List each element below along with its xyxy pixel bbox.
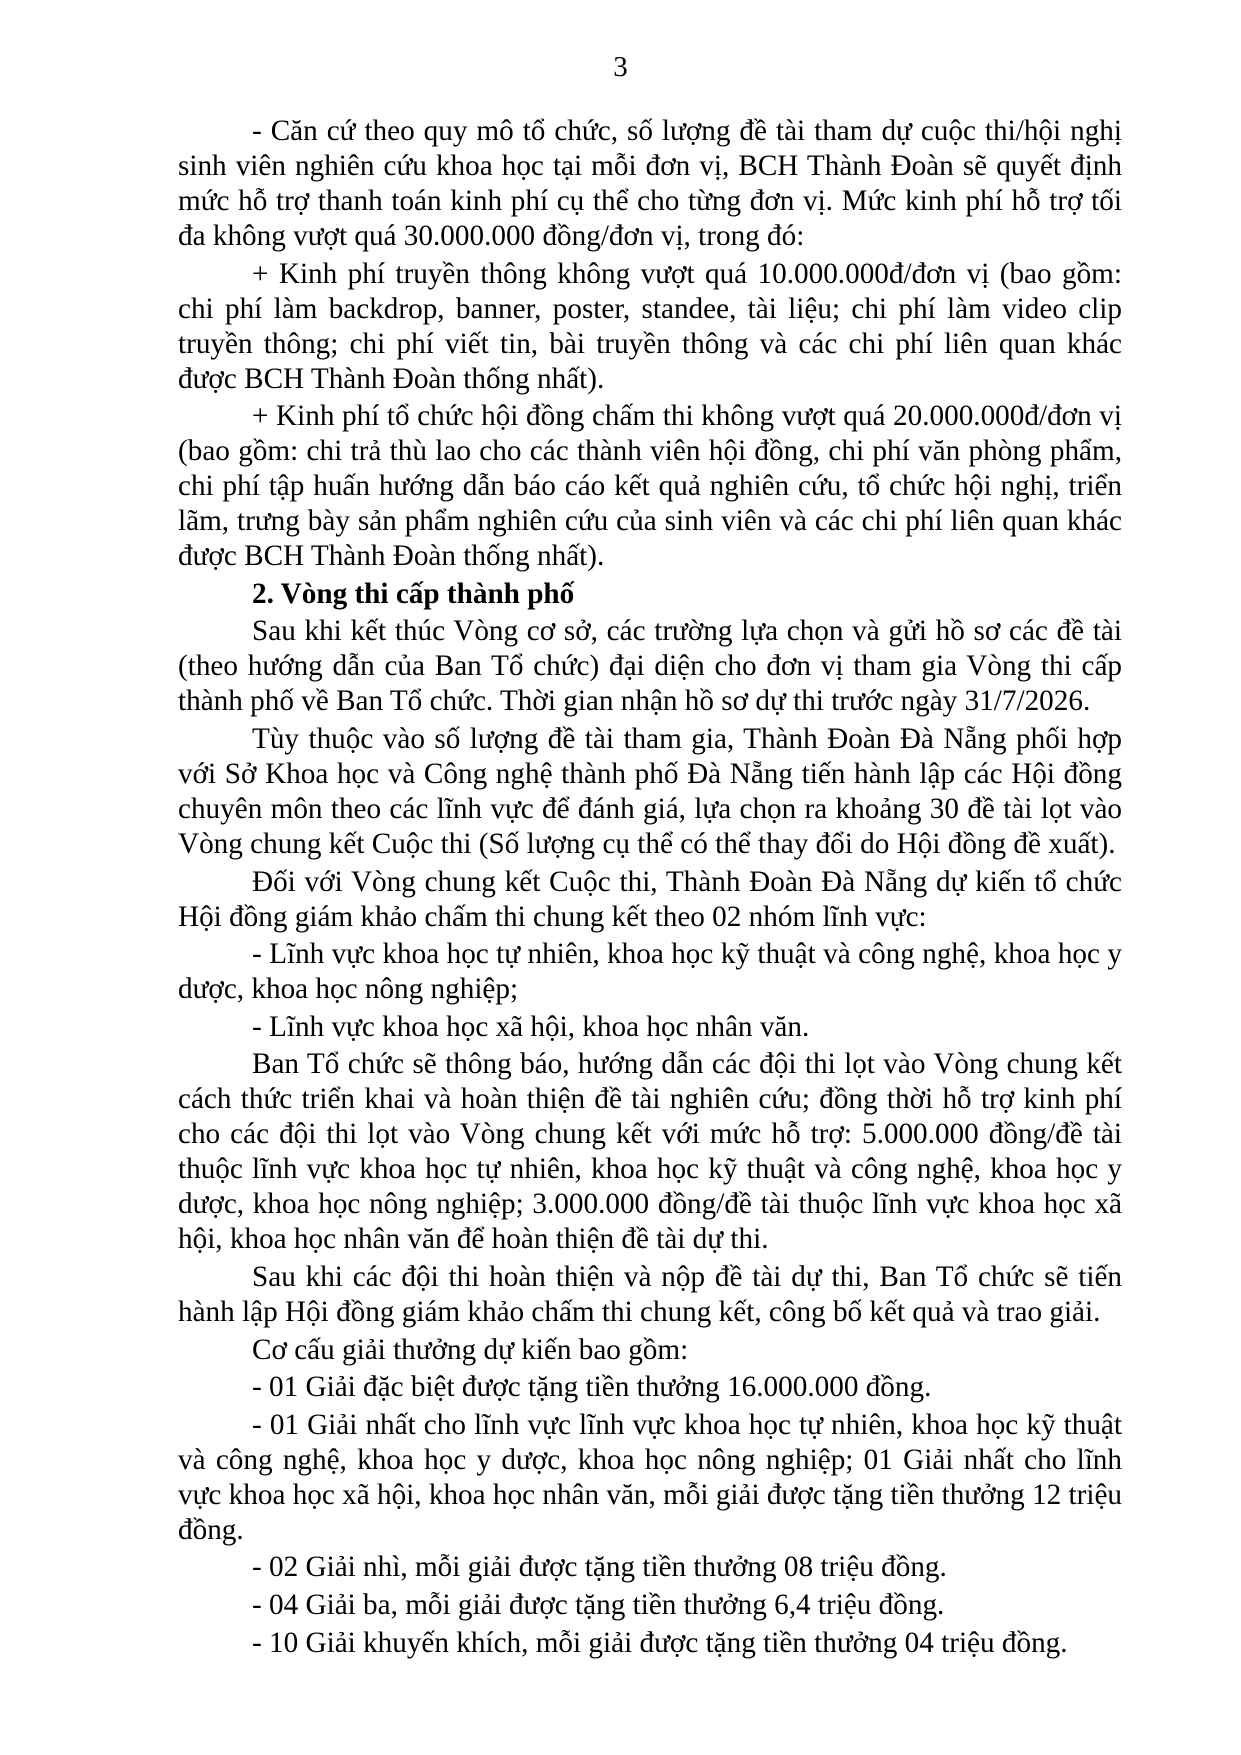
paragraph-judging: Sau khi các đội thi hoàn thiện và nộp đề tài dự thi, Ban Tổ chức sẽ tiến hành lập Hội đồng giám khảo chấm thi chung kết, công bố kết quả và trao giải. bbox=[178, 1260, 1122, 1328]
list-item-field-natural-sciences: - Lĩnh vực khoa học tự nhiên, khoa học kỹ thuật và công nghệ, khoa học y dược, khoa học nông nghiệp; bbox=[178, 938, 1122, 1006]
paragraph-jury-budget: + Kinh phí tổ chức hội đồng chấm thi không vượt quá 20.000.000đ/đơn vị (bao gồm: chi trả thù lao cho các thành viên hội đồng, chi phí văn phòng phẩm, chi phí tập huấn hướng dẫn báo cáo kết quả nghiên cứu, tổ chức hội nghị, triển lãm, trưng bày sản phẩm nghiên cứu của sinh viên và các chi phí liên quan khác được BCH Thành Đoàn thống nhất). bbox=[178, 400, 1122, 573]
list-item-consolation-prize: - 10 Giải khuyến khích, mỗi giải được tặng tiền thưởng 04 triệu đồng. bbox=[252, 1626, 1068, 1659]
list-item-special-prize: - 01 Giải đặc biệt được tặng tiền thưởng 16.000.000 đồng. bbox=[252, 1371, 932, 1404]
list-item-field-social-sciences: - Lĩnh vực khoa học xã hội, khoa học nhân văn. bbox=[252, 1010, 810, 1043]
paragraph-submission: Sau khi kết thúc Vòng cơ sở, các trường lựa chọn và gửi hồ sơ các đề tài (theo hướng dẫn của Ban Tổ chức) đại diện cho đơn vị tham gia Vòng thi cấp thành phố về Ban Tổ chức. Thời gian nhận hồ sơ dự thi trước ngày 31/7/2026. bbox=[178, 615, 1122, 718]
list-item-second-prize: - 02 Giải nhì, mỗi giải được tặng tiền thưởng 08 triệu đồng. bbox=[252, 1551, 947, 1584]
paragraph-funding-scale: - Căn cứ theo quy mô tổ chức, số lượng đề tài tham dự cuộc thi/hội nghị sinh viên nghiên cứu khoa học tại mỗi đơn vị, BCH Thành Đoàn sẽ quyết định mức hỗ trợ thanh toán kinh phí cụ thể cho từng đơn vị. Mức kinh phí hỗ trợ tối đa không vượt quá 30.000.000 đồng/đơn vị, trong đó: bbox=[178, 115, 1122, 252]
paragraph-expert-councils: Tùy thuộc vào số lượng đề tài tham gia, Thành Đoàn Đà Nẵng phối hợp với Sở Khoa học và Công nghệ thành phố Đà Nẵng tiến hành lập các Hội đồng chuyên môn theo các lĩnh vực để đánh giá, lựa chọn ra khoảng 30 đề tài lọt vào Vòng chung kết Cuộc thi (Số lượng cụ thể có thể thay đổi do Hội đồng đề xuất). bbox=[178, 722, 1122, 860]
section-heading-city-round: 2. Vòng thi cấp thành phố bbox=[252, 577, 575, 610]
paragraph-media-budget: + Kinh phí truyền thông không vượt quá 10.000.000đ/đơn vị (bao gồm: chi phí làm backdrop, banner, poster, standee, tài liệu; chi phí làm video clip truyền thông; chi phí viết tin, bài truyền thông và các chi phí liên quan khác được BCH Thành Đoàn thống nhất). bbox=[178, 257, 1122, 395]
list-item-first-prize: - 01 Giải nhất cho lĩnh vực lĩnh vực khoa học tự nhiên, khoa học kỹ thuật và công nghệ, khoa học y dược, khoa học nông nghiệp; 01 Giải nhất cho lĩnh vực khoa học xã hội, khoa học nhân văn, mỗi giải được tặng tiền thưởng 12 triệu đồng. bbox=[178, 1408, 1123, 1546]
list-item-third-prize: - 04 Giải ba, mỗi giải được tặng tiền thưởng 6,4 triệu đồng. bbox=[252, 1588, 945, 1621]
paragraph-finalist-support: Ban Tổ chức sẽ thông báo, hướng dẫn các đội thi lọt vào Vòng chung kết cách thức triển khai và hoàn thiện đề tài nghiên cứu; đồng thời hỗ trợ kinh phí cho các đội thi lọt vào Vòng chung kết với mức hỗ trợ: 5.000.000 đồng/đề tài thuộc lĩnh vực khoa học tự nhiên, khoa học kỹ thuật và công nghệ, khoa học y dược, khoa học nông nghiệp; 3.000.000 đồng/đề tài thuộc lĩnh vực khoa học xã hội, khoa học nhân văn để hoàn thiện đề tài dự thi. bbox=[178, 1048, 1122, 1256]
paragraph-final-round: Đối với Vòng chung kết Cuộc thi, Thành Đoàn Đà Nẵng dự kiến tổ chức Hội đồng giám khảo chấm thi chung kết theo 02 nhóm lĩnh vực: bbox=[178, 865, 1122, 933]
page-number: 3 bbox=[613, 51, 628, 83]
paragraph-prize-structure: Cơ cấu giải thưởng dự kiến bao gồm: bbox=[252, 1333, 689, 1366]
document-body bbox=[178, 114, 1122, 1663]
